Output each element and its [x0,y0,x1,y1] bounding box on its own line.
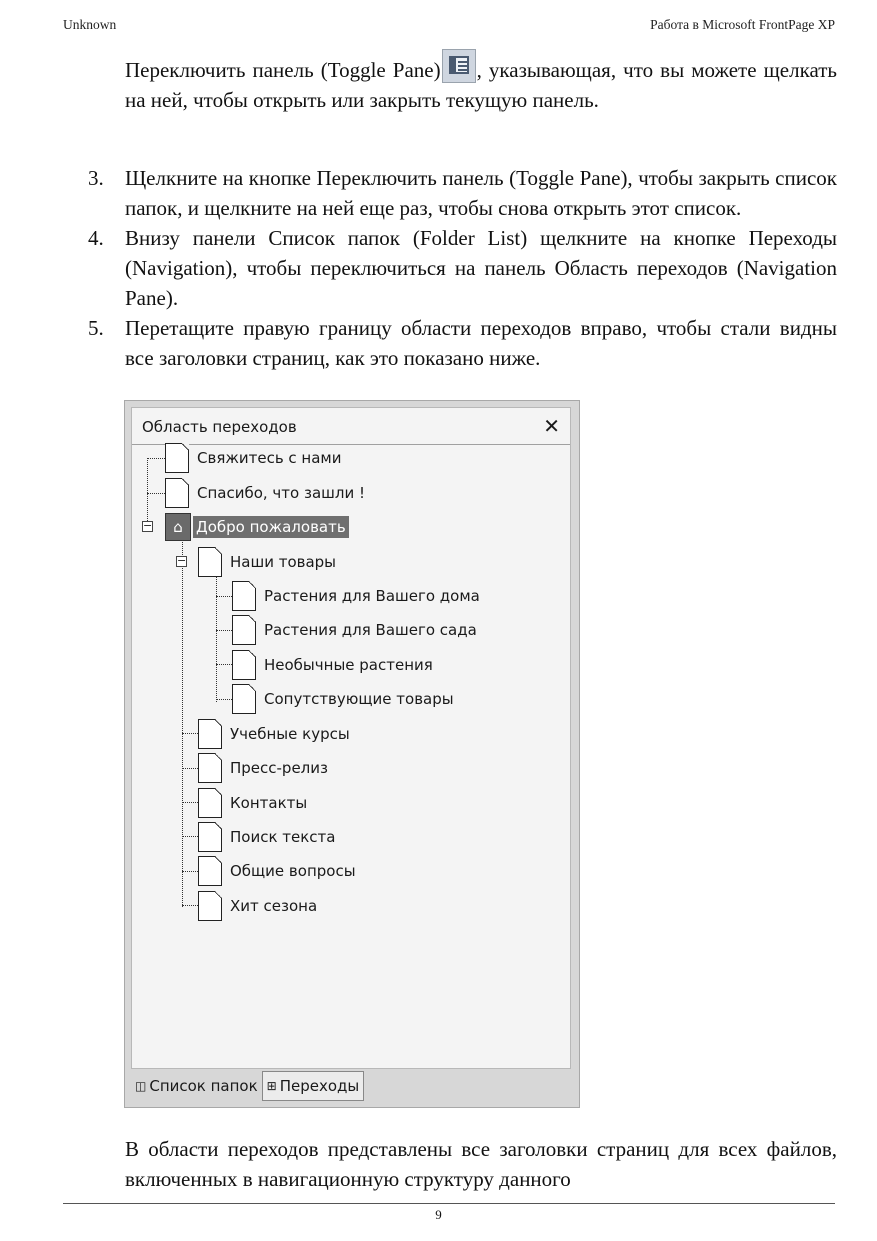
tree-line [216,699,232,700]
navigation-icon: ⊞ [266,1079,277,1093]
intro-paragraph [125,49,837,115]
page-icon [198,547,222,577]
step-item [88,223,837,313]
tree-node[interactable] [165,443,342,473]
node-label: Общие вопросы [230,862,356,880]
page-icon [198,891,222,921]
tree-node[interactable] [198,891,317,921]
page-icon [198,822,222,852]
tree-node[interactable] [198,719,350,749]
tree-line [216,664,232,665]
pane-tab-bar [131,1071,364,1101]
footer-divider [63,1203,835,1204]
step-number: 5. [88,316,104,340]
tree-node[interactable] [198,822,335,852]
node-label: Поиск текста [230,828,336,846]
closing-paragraph: В области переходов представлены все заголовки страниц для всех файлов, включенных в навигационную структуру данного [125,1137,837,1191]
tab-label: Список папок [149,1077,258,1095]
navigation-pane-screenshot [124,400,580,1108]
page-icon [232,615,256,645]
pane-title: Область переходов [142,418,297,436]
tree-node[interactable] [198,856,356,886]
tree-line [147,458,167,459]
page-number: 9 [435,1207,442,1222]
node-label: Учебные курсы [230,725,350,743]
node-label: Сопутствующие товары [264,690,454,708]
page-icon [198,719,222,749]
node-label: Необычные растения [264,656,433,674]
tree-node[interactable] [232,684,454,714]
folder-list-icon: ◫ [135,1079,147,1093]
node-label: Пресс-релиз [230,759,328,777]
tree-node[interactable] [198,547,336,577]
page-icon [232,684,256,714]
node-label: Добро пожаловать [193,516,349,538]
page-icon [232,650,256,680]
step-text: Внизу панели Список папок (Folder List) щелкните на кнопке Переходы (Navigation), чтобы переключиться на панель Область переходов (Navigation Pane). [125,226,837,310]
page-icon [198,788,222,818]
tree-line [182,871,198,872]
tree-node[interactable] [198,753,328,783]
tree-node[interactable] [198,788,307,818]
node-label: Хит сезона [230,897,318,915]
node-label: Спасибо, что зашли ! [197,484,365,502]
tab-label: Переходы [279,1077,360,1095]
tree-node[interactable] [232,581,480,611]
intro-text-before: Переключить панель (Toggle Pane) [125,58,441,82]
tree-node[interactable] [232,615,477,645]
tree-line [216,596,232,597]
page-icon [232,581,256,611]
page-icon [165,443,189,473]
node-label: Свяжитесь с нами [197,449,342,467]
step-number: 4. [88,226,104,250]
tree-line [182,733,198,734]
tree-line [182,802,198,803]
tree-line [147,493,167,494]
tree-line [216,630,232,631]
node-label: Контакты [230,794,308,812]
step-text: Щелкните на кнопке Переключить панель (Toggle Pane), чтобы закрыть список папок, и щелкните на ней еще раз, чтобы снова открыть этот список. [125,166,837,220]
close-icon[interactable]: ✕ [543,414,560,438]
node-label: Растения для Вашего дома [264,587,480,605]
step-number: 3. [88,166,104,190]
header-left: Unknown [63,17,117,32]
home-icon: ⌂ [165,513,191,541]
step-item [88,163,837,223]
tree-line [216,574,217,702]
page-icon [165,478,189,508]
tree-node[interactable] [165,478,365,508]
node-label: Растения для Вашего сада [264,621,477,639]
tree-line [182,540,183,907]
steps-list [88,163,837,373]
step-item [88,313,837,373]
page-icon [198,856,222,886]
page-icon [198,753,222,783]
tree-line [182,836,198,837]
header-right: Работа в Microsoft FrontPage XP [650,17,835,32]
node-label: Наши товары [230,553,337,571]
tree-node-home[interactable] [165,512,349,542]
intro-text-after: , указывающая, что вы можете щелкать на ней, чтобы открыть или закрыть текущую панель. [125,58,837,112]
step-text: Перетащите правую границу области переходов вправо, чтобы стали видны все заголовки страниц, как это показано ниже. [125,316,837,370]
tree-node[interactable] [232,650,433,680]
collapse-toggle[interactable]: − [143,519,153,532]
tree-line [182,768,198,769]
tab-navigation[interactable] [262,1071,365,1101]
tab-folder-list[interactable] [131,1071,262,1101]
toggle-pane-icon [442,49,476,83]
navigation-pane-body [131,407,571,1069]
tree-line [182,905,198,906]
collapse-toggle[interactable]: − [177,554,187,567]
